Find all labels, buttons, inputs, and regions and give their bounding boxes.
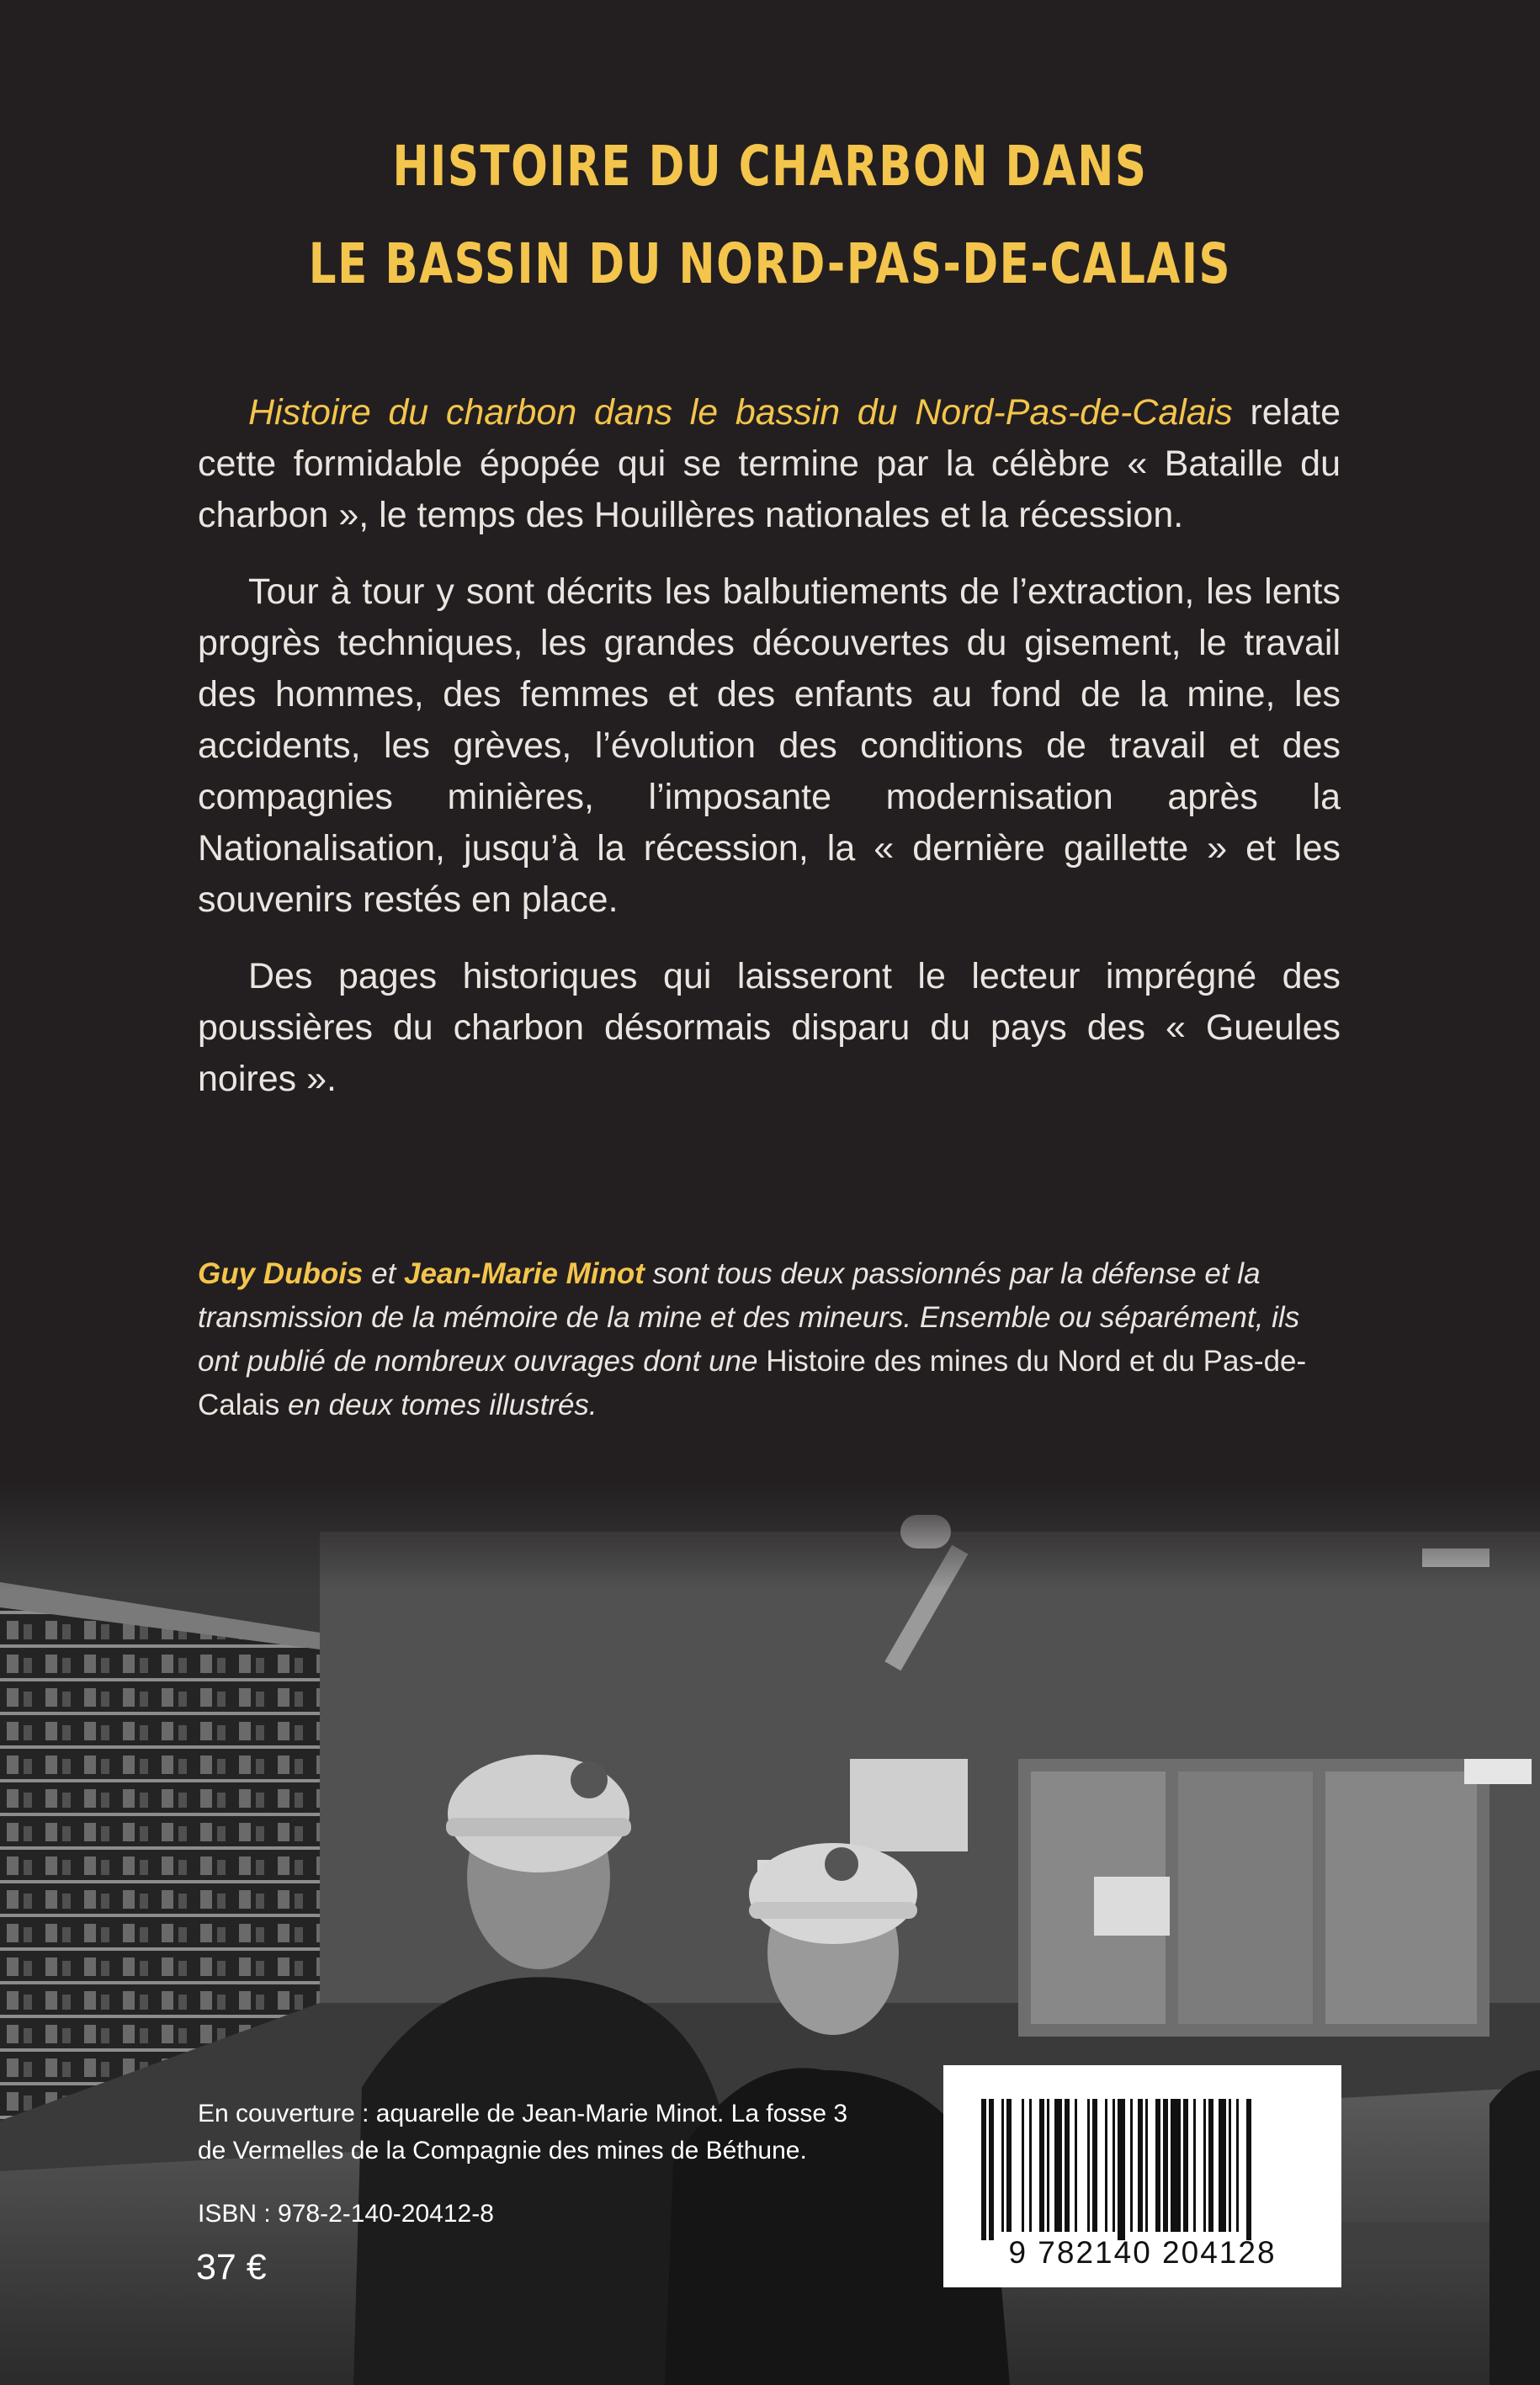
barcode-bar xyxy=(1092,2099,1097,2232)
barcode-bar xyxy=(1236,2099,1239,2232)
summary-paragraph-1-rest: relate cette formidable épopée qui se termine par la célèbre « Bataille du charbon », le temps des Houillères nationales et la récession. xyxy=(198,392,1341,535)
related-book-title: Histoire des mines du Nord et du Pas-de-Calais xyxy=(198,1345,1307,1421)
author-name-2: Jean-Marie Minot xyxy=(404,1257,645,1290)
barcode-bar xyxy=(1054,2099,1062,2232)
summary-paragraph-1 xyxy=(198,387,1341,541)
title-line-2: LE BASSIN DU NORD-PAS-DE-CALAIS xyxy=(308,231,1232,296)
barcode-bar xyxy=(1047,2099,1049,2232)
authors-bio-text-2: en deux tomes illustrés. xyxy=(279,1389,597,1421)
authors-bio-text-1: sont tous deux passionnés par la défense et la transmission de la mémoire de la mine et des mineurs. Ensemble ou séparément, ils ont publié de nombreux ouvrages dont une xyxy=(198,1257,1300,1378)
barcode-digits: 9 782140 204128 xyxy=(1008,2235,1277,2270)
summary-paragraph-3: Des pages historiques qui laisseront le lecteur imprégné des poussières du charbon désormais disparu du pays des « Gueules noires ». xyxy=(198,956,1341,1099)
barcode-bar xyxy=(1171,2099,1181,2232)
caption-line-1: En couverture : aquarelle de Jean-Marie Minot. La fosse 3 xyxy=(198,2100,848,2127)
barcode-bar xyxy=(1229,2099,1231,2232)
author-name-1: Guy Dubois xyxy=(198,1257,364,1290)
barcode-bar xyxy=(1219,2099,1226,2232)
price-label: 37 € xyxy=(196,2247,267,2287)
barcode-bar xyxy=(1145,2099,1148,2232)
barcode-bar xyxy=(1039,2099,1044,2232)
barcode-bar xyxy=(1022,2099,1024,2232)
barcode-bar xyxy=(1203,2099,1206,2232)
barcode-bar xyxy=(1208,2099,1213,2232)
barcode-bar xyxy=(1118,2099,1125,2240)
caption-line-2: de Vermelles de la Compagnie des mines de Béthune. xyxy=(198,2137,807,2165)
barcode-bar xyxy=(1130,2099,1133,2232)
barcode-bar xyxy=(1075,2099,1077,2232)
summary-paragraph-2: Tour à tour y sont décrits les balbutiements de l’extraction, les lents progrès techniques, les grandes découvertes du gisement, le travail des hommes, des femmes et des enfants au fond de la mine, les accidents, les grèves, l’évolution des conditions de travail et des compagnies minières, l’imposante modernisation après la Nationalisation, jusqu’à la récession, la « dernière gaillette » et les souvenirs restés en place. xyxy=(198,571,1341,920)
barcode xyxy=(943,2065,1341,2287)
barcode-bar xyxy=(1029,2099,1032,2232)
barcode-bar xyxy=(1193,2099,1196,2232)
cover-caption xyxy=(198,2096,847,2170)
barcode-bar xyxy=(1163,2099,1168,2232)
barcode-bar xyxy=(1006,2099,1012,2232)
title-line-1: HISTOIRE DU CHARBON DANS xyxy=(392,134,1148,199)
barcode-bar xyxy=(1087,2099,1090,2232)
book-title xyxy=(169,118,1370,313)
authors-conjunction: et xyxy=(363,1257,405,1290)
barcode-bar xyxy=(1246,2099,1251,2240)
barcode-bar xyxy=(989,2099,994,2240)
isbn-label: ISBN : 978-2-140-20412-8 xyxy=(198,2200,494,2228)
barcode-bar xyxy=(1105,2099,1107,2232)
barcode-bar xyxy=(981,2099,986,2240)
barcode-bar xyxy=(1001,2099,1004,2232)
barcode-bar xyxy=(1155,2099,1160,2232)
book-title-highlight: Histoire du charbon dans le bassin du Nord-Pas-de-Calais xyxy=(248,392,1233,433)
barcode-bar xyxy=(1113,2099,1115,2232)
summary-text xyxy=(198,387,1341,1130)
barcode-bar xyxy=(1065,2099,1070,2232)
barcode-bar xyxy=(1183,2099,1188,2232)
authors-bio xyxy=(198,1252,1341,1427)
barcode-bar xyxy=(1138,2099,1143,2232)
